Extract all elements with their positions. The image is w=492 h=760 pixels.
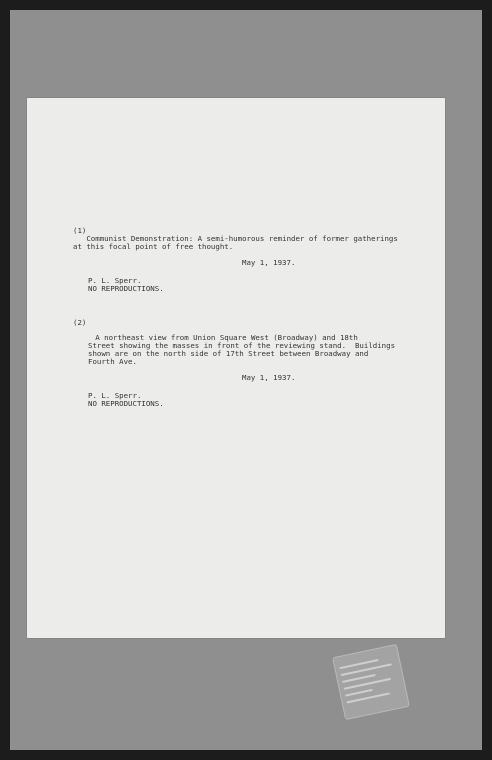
entry-2-number: (2) bbox=[73, 318, 87, 327]
typed-document-sheet bbox=[27, 98, 445, 638]
entry-2-date: May 1, 1937. bbox=[242, 373, 296, 382]
entry-2-caption-line-3: shown are on the north side of 17th Street between Broadway and bbox=[88, 349, 369, 358]
entry-1-date: May 1, 1937. bbox=[242, 258, 296, 267]
entry-1-number: (1) bbox=[73, 226, 87, 235]
entry-2-photographer-credit: P. L. Sperr. bbox=[88, 391, 142, 400]
entry-2-caption-line-1: A northeast view from Union Square West (Broadway) and 18th bbox=[73, 333, 358, 342]
entry-1-caption-line-1: Communist Demonstration: A semi-humorous reminder of former gatherings bbox=[73, 234, 398, 243]
entry-2-caption-line-2: Street showing the masses in front of the reviewing stand. Buildings bbox=[88, 341, 396, 350]
entry-1-photographer-credit: P. L. Sperr. bbox=[88, 276, 142, 285]
entry-1-reproduction-notice: NO REPRODUCTIONS. bbox=[88, 284, 164, 293]
entry-2-reproduction-notice: NO REPRODUCTIONS. bbox=[88, 399, 164, 408]
entry-2-caption-line-4: Fourth Ave. bbox=[88, 357, 137, 366]
entry-1-caption-line-2: at this focal point of free thought. bbox=[73, 242, 234, 251]
archive-stamp bbox=[332, 644, 410, 720]
